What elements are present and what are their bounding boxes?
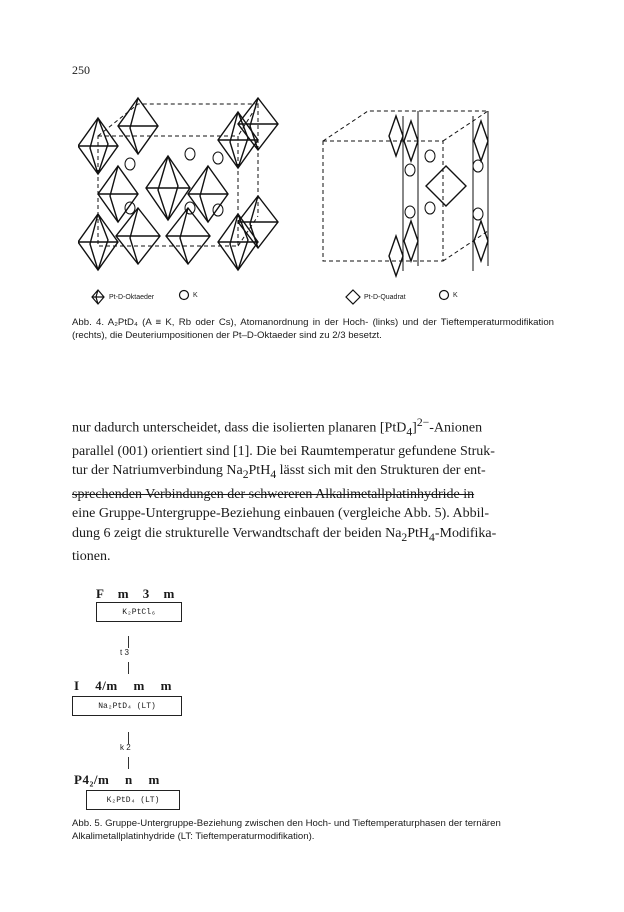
text-line: eine Gruppe-Untergruppe-Beziehung einbauen (vergleiche Abb. 5). Abbil- (72, 506, 490, 522)
legend-k-left (178, 289, 198, 301)
page-number: 250 (72, 63, 90, 77)
k-atom-icon (438, 289, 450, 301)
text-line: tionen. (72, 549, 111, 565)
tree-connector (128, 662, 129, 674)
text-line: dung 6 zeigt die strukturelle Verwandtschaft der beiden $Na_2PtH_4-Modifika-$ (72, 525, 497, 544)
index-k2: k 2 (120, 743, 131, 752)
legend-octahedron-label: Pt-D-Oktaeder (109, 293, 155, 301)
legend-octahedron (90, 289, 154, 305)
legend-square-label: Pt-D-Quadrat (364, 293, 406, 301)
octahedron-icon (90, 289, 106, 305)
space-group-fm3m: F m 3 m (96, 586, 175, 601)
text-line: tur der Natriumverbindung $Na_2PtH_4$ lässt sich mit den Strukturen der ent- (72, 463, 486, 482)
legend-k-left-label: K (193, 291, 198, 299)
text-line: nur dadurch unterscheidet, dass die isolierten planaren $[PtD_4]^{2-}$-Anionen (72, 416, 483, 439)
compound-box-k2ptd4: K₂PtD₄ (LT) (86, 790, 180, 810)
legend-square (345, 289, 406, 305)
space-group-i4mmm: I 4/m m m (74, 678, 172, 693)
figure-4-structures (78, 96, 538, 296)
space-group-p42mnm: P4₂/m n m (74, 772, 160, 787)
body-paragraph (72, 413, 554, 567)
figure-5-caption: Abb. 5. Gruppe-Untergruppe-Beziehung zwischen den Hoch- und Tieftemperaturphasen der ternären Alkalimetallplatinhydride (LT: Tieftemperaturmodifikation). (72, 818, 501, 842)
tree-connector (128, 636, 129, 648)
tree-connector (128, 757, 129, 769)
k-atom-icon (178, 289, 190, 301)
compound-box-na2ptd4: Na₂PtD₄ (LT) (72, 696, 182, 716)
figure-4-caption: Abb. 4. A₂PtD₄ (A ≡ K, Rb oder Cs), Atomanordnung in der Hoch- (links) und der Tieftemperaturmodifikation (rechts), die Deuteriumpositionen der Pt–D-Oktaeder sind zu 2/3 besetzt. (72, 317, 554, 341)
legend-k-right-label: K (453, 291, 458, 299)
legend-k-right (438, 289, 458, 301)
index-t3: t 3 (120, 648, 129, 657)
text-line: sprechenden Verbindungen der schwereren Alkalimetallplatinhydride in (72, 486, 475, 502)
square-plane-icon (345, 289, 361, 305)
text-line: parallel (001) orientiert sind [1]. Die bei Raumtemperatur gefundene Struk- (72, 443, 495, 459)
compound-box-k2ptcl6: K₂PtCl₆ (96, 602, 182, 622)
